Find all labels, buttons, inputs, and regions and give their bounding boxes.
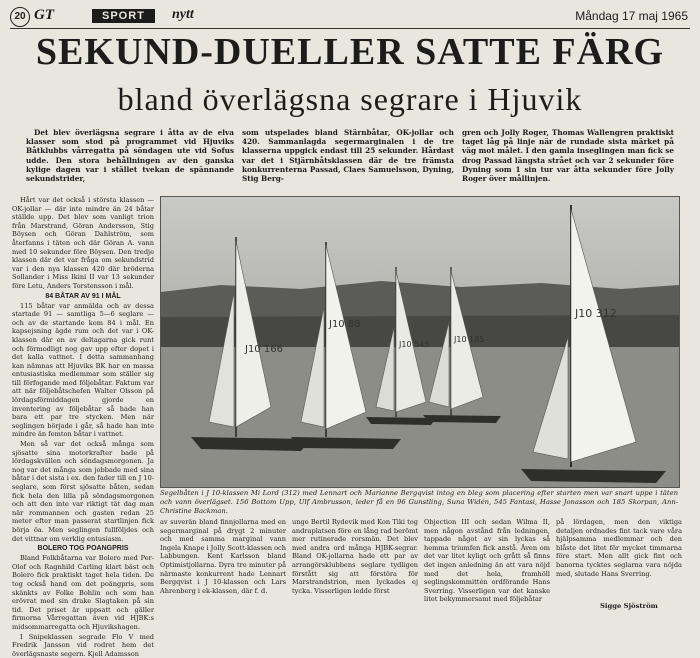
bottom-column-5 (556, 518, 682, 600)
section-suffix: nytt (172, 7, 194, 23)
subheadline: bland överlägsna segrare i Hjuvik (0, 80, 700, 118)
sailing-photo (160, 196, 680, 488)
page-header (10, 6, 690, 29)
body-paragraph: Men så var det också många som sjösatte sina motorkrafter bade på lördagskvällen och söndagsmorgonen. Ja nog var det många som jobbade med sina båtar i det sista i ex. den fader till en J 10-seglare, som först sjösatte båten, sedan fick hela den lilla på söndagsmorgonen och att den inte var riktigt tät dag man när rommannen och gasten redan 25 meter efter man passerat startlinjen fick börja öa. Men seglingen fullföljdes och det vittnar om verklig entusiasm. (12, 440, 154, 543)
lead-text-1: Det blev överlägsna segrare i åtta av de elva klasser som stod på programmet vid Hjuviks Båtklubbs vårregatta på söndagen ute vid Sofus udde. Den stora behållningen av den ganska kylige dagen var i stället tvekan de spännande sekundstrider, (26, 128, 234, 183)
body-paragraph: 115 båtar var anmälda och av dessa startade 91 — samtliga 5—6 seglare — och av de startande kom 84 i mål. En kapsejsning ägde rum och det var i OK-klassen där en av deltagarna gick runt och förmodligt nog gav upp efter dopet i det kalla vattnet. I detta sammanhang kan nämnas att Hjuviks BK har en massa entusiastiska medlemmar som ställer sig till förfogande med följebåtar. Faktum var att när följebåtschefen Walter Olsson på lördagsförmiddagen gjorde en inventering av följebåtar så hade han bara ett par tre stycken. Men när seglingen började i går, så hade han inte mindre än femton båtar i vattnet. (12, 302, 154, 440)
bottom-column-4 (424, 518, 550, 610)
body-paragraph: Objection III och sedan Wilma II, men någon avstånd från ledningen, tappade något av sin lyckas så hemma triumfen fick anstå. Även om det var litet kyligt och grått så finns det ingen anledning än att vara nöjd med det hela, framhöll seglingskommittén ordförande Hans Sverring. Visserligen var det kanske litet bekymmersamt med följebåtar (424, 518, 550, 604)
lead-text-3: gren och Jolly Roger, Thomas Wallengren praktiskt taget låg på linje när de rundade sista märket på väg mot målet. I den gamla inseglingen man fick se drog Passad längsta strået och var 2 sekunder före Dyning som 1 sin tur var åtta sekunder före Jolly Roger över mållinjen. (462, 128, 674, 183)
subheading: BOLERO TOG POANGPRIS (12, 544, 154, 553)
issue-date: Måndag 17 maj 1965 (575, 9, 688, 23)
paper-name: GT (34, 7, 54, 24)
page-number: 20 (10, 7, 30, 27)
sail-number: J10 166 (244, 344, 283, 355)
sail-number: J10 545 (398, 340, 429, 349)
body-paragraph: Bland Folkbåtarna var Bolero med Per-Olof och Ragnhild Carling klart bäst och Bolero fick praktiskt taget hela tiden. De tog också hand om det poängpris, som skänkts av Folke Bohlin och som han erövrat med sin drake Slagtaken på sin tid. Det priset är uppsatt och gäller firmorna Vårregattan även vid HJBK:s midsommarregatta och Hjuvikshagen. (12, 554, 154, 631)
author-signature: Sigge Sjöström (600, 602, 658, 610)
body-paragraph: av suverän bland finnjollarna med en segermarginal på drygt 2 minuter och med samma marginal vann Ingela Knape i Jolly Scott-klassen och Labbungen. Kent Karlsson bland Optimistjollarna. Dyra tre minuter på närmaste konkurrent hade Lennart Bergqvist i J 10-klassen och Lars Ahrenberg i ek-klassen, där f. d. (160, 518, 286, 595)
lead-column-1 (26, 128, 234, 194)
bottom-column-3 (292, 518, 418, 610)
bottom-column-2 (160, 518, 286, 610)
lead-text-2: som utspelades bland Stärnbåtar, OK-jollar och 420. Sammanlagda segermarginalen i de tre klasserna uppgick endast till 25 sekunder. Hårdast var det i Stjärnbåtsklassen där de tre främsta konkurrenterna Passad, Claes Samuelsson, Dyning, Stig Berg- (242, 128, 454, 183)
left-body-column (12, 196, 154, 612)
subheading: 84 BÅTAR AV 91 I MÅL (12, 292, 154, 301)
section-label: SPORT (92, 9, 155, 23)
lead-column-2 (242, 128, 454, 194)
body-paragraph: unge Bertil Rydevik med Kon Tiki tog andraplatsen före en lång rad berömt mer rutinerade rorsmän. Det blev med andra ord många HJBK-segrar. Bland OK-jollarna hade ett par av arrangörsklubbens seglare tydligen förstått sig att förstöra för Marstrandstrion, men lyckades ej tycka. Visserligen ledde först (292, 518, 418, 595)
sailboats-illustration (161, 197, 679, 487)
sail-number: J10 88 (328, 319, 361, 330)
sail-number: J10 312 (574, 307, 617, 320)
sail-number: J10 185 (453, 335, 484, 344)
headline: SEKUND-DUELLER SATTE FÄRG (0, 30, 700, 74)
body-paragraph: Hårt var det också i största klassen — OK-jollar — där inte mindre än 24 båtar ställde upp. Det blev som vanligt trion från Marstrand, Göran Andersson, Stig Böysen och Göran Dahlström, som återfanns i täten och där Göran A. vann med 10 sekunder före Böysen. Den tredje klassen där det var fråga om sekundstrid var i den nya klassen 420 där bröderna Sollander i Miss Ikini II var 13 sekunder före Letu, Anders Torstensson i mål. (12, 196, 154, 291)
body-paragraph: på lördagen, men den viktiga detaljen ordnades fint tack vare våra hjälpsamma medlemmar och den blåste det litet för mycket timmarna före start. Men allt gick fint och banorna tycktes seglarna vara nöjda med, slutade Hans Sverring. (556, 518, 682, 578)
body-paragraph: I Snipeklassen segrade Flo V med Fredrik Jansson vid rodret hem det överlägsnaste segern. Kjell Adamsson (12, 633, 154, 658)
photo-caption: Segelbåten i J 10-klassen Mi Lord (312) med Lennart och Marianne Bergqvist intog en bleg som placering efter starten men var snart uppe i täten och vann överlägset. 156 Bottom Upp, Ulf Ambrusson, leder få en 96 Gunstling, Suna Widén, 545 Fantasi, Hasse Jonasson och 185 Skorpan, Ann-Christine Backman. (160, 489, 678, 515)
lead-column-3 (462, 128, 674, 194)
